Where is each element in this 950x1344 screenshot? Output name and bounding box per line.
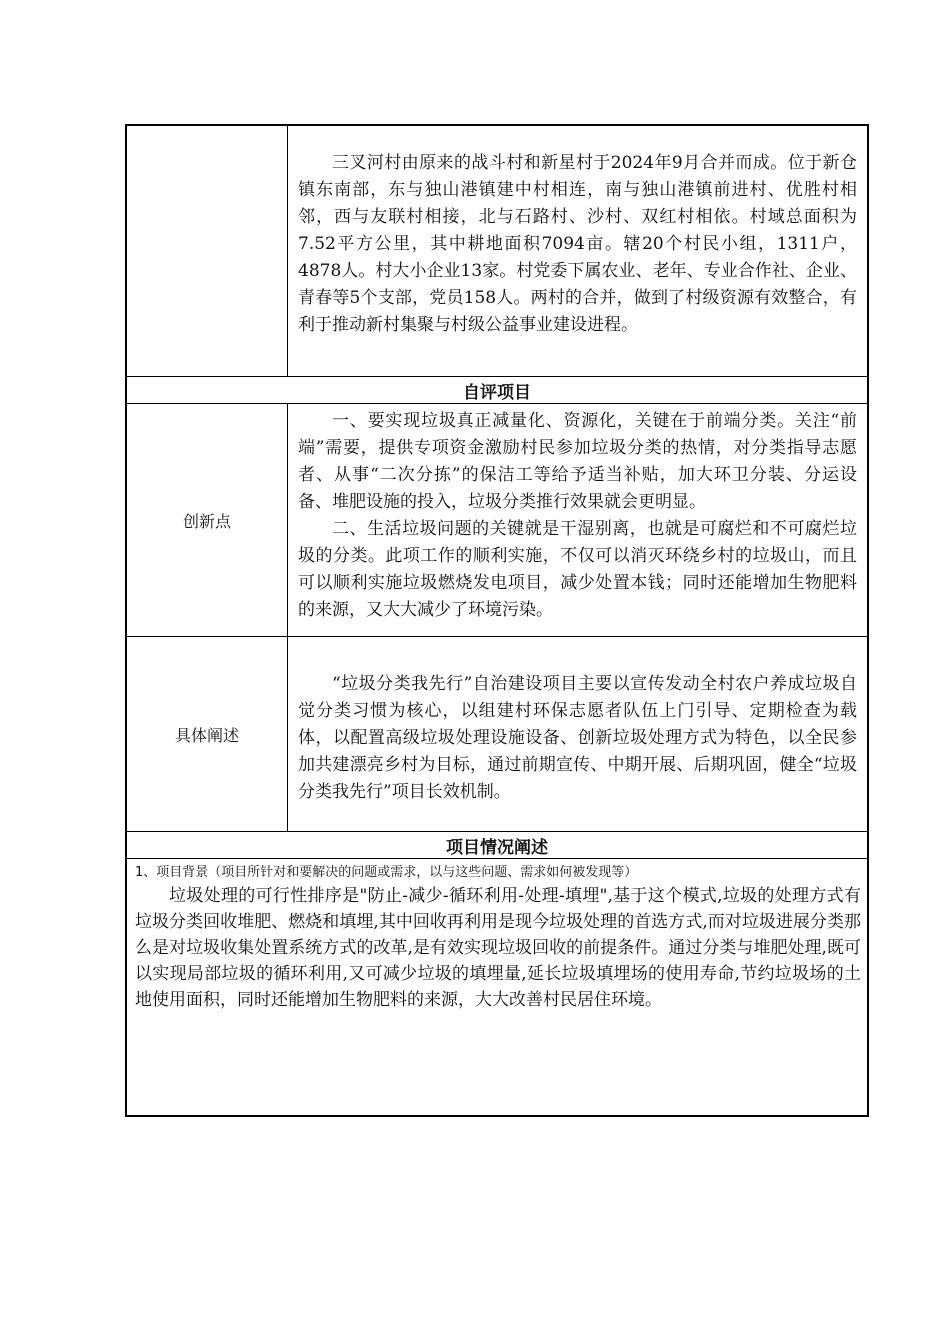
project-form-table	[125, 124, 869, 1117]
innovation-row	[127, 404, 867, 637]
detail-content-cell	[288, 637, 867, 831]
intro-content-cell	[288, 126, 867, 376]
background-title: 1、项目背景（项目所针对和要解决的问题或需求，以与这些问题、需求如何被发现等）	[135, 865, 638, 880]
detail-paragraph: “垃圾分类我先行”自治建设项目主要以宣传发动全村农户养成垃圾自觉分类习惯为核心，以组建村环保志愿者队伍上门引导、定期检查为载体，以配置高级垃圾处理设施设备、创新垃圾处理方式为特色，以全民参加共建漂亮乡村为目标，通过前期宣传、中期开展、后期巩固，健全“垃圾分类我先行”项目长效机制。	[298, 674, 857, 802]
innovation-paragraph-1: 一、要实现垃圾真正减量化、资源化，关键在于前端分类。关注“前端”需要，提供专项资金激励村民参加垃圾分类的热情，对分类指导志愿者、从事“二次分拣”的保洁工等给予适当补贴，加大环卫分装、分运设备、堆肥设施的投入，垃圾分类推行效果就会更明显。	[298, 411, 857, 512]
innovation-content-cell	[288, 404, 867, 636]
self-eval-header: 自评项目	[127, 377, 867, 404]
project-header: 项目情况阐述	[127, 832, 867, 859]
intro-label-cell	[127, 126, 288, 376]
detail-label: 具体阐述	[127, 637, 288, 831]
innovation-paragraph-2: 二、生活垃圾问题的关键就是干湿别离，也就是可腐烂和不可腐烂垃圾的分类。此项工作的顺利实施，不仅可以消灭环绕乡村的垃圾山，而且可以顺利实施垃圾燃烧发电项目，减少处置本钱；同时还能增加生物肥料的来源，又大大减少了环境污染。	[298, 519, 857, 620]
detail-row	[127, 637, 867, 832]
background-paragraph: 垃圾处理的可行性排序是"防止-减少-循环利用-处理-填埋",基于这个模式,垃圾的处理方式有垃圾分类回收堆肥、燃烧和填埋,其中回收再利用是现今垃圾处理的首选方式,而对垃圾进展分类那么是对垃圾收集处置系统方式的改革,是有效实现垃圾回收的前提条件。通过分类与堆肥处理,既可以实现局部垃圾的循环利用,又可减少垃圾的填埋量,延长垃圾填埋场的使用寿命,节约垃圾场的土地使用面积，同时还能增加生物肥料的来源，大大改善村民居住环境。	[135, 886, 861, 1010]
innovation-label: 创新点	[127, 404, 288, 636]
background-cell	[127, 859, 867, 1115]
intro-paragraph: 三叉河村由原来的战斗村和新星村于2024年9月合并而成。位于新仓镇东南部，东与独山港镇建中村相连，南与独山港镇前进村、优胜村相邻，西与友联村相接，北与石路村、沙村、双红村相依。村域总面积为7.52平方公里，其中耕地面积7094亩。辖20个村民小组，1311户，4878人。村大小企业13家。村党委下属农业、老年、专业合作社、企业、青春等5个支部，党员158人。两村的合并，做到了村级资源有效整合，有利于推动新村集聚与村级公益事业建设进程。	[298, 153, 857, 335]
intro-row	[127, 126, 867, 377]
